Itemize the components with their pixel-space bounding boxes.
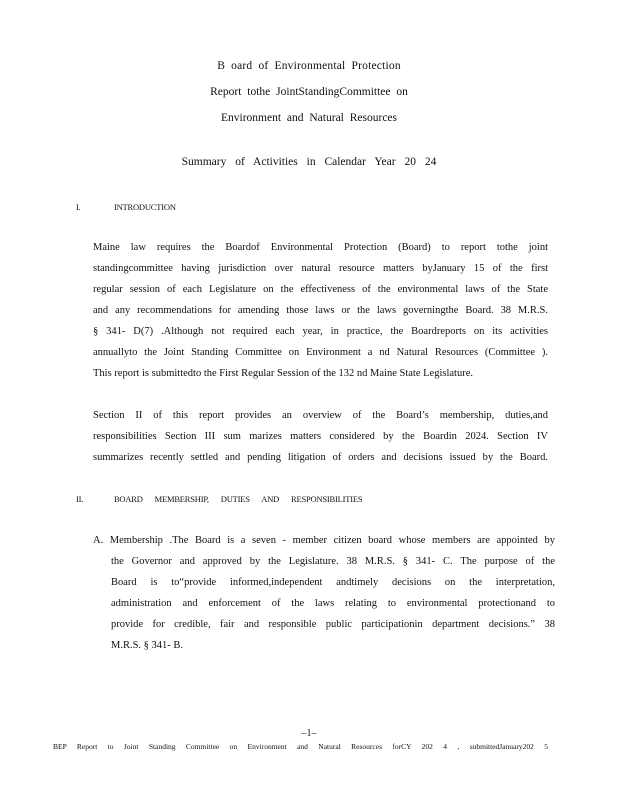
text-line: Maine law requires the Boardof Environmental Protection (Board) to report tothe joint <box>93 242 548 253</box>
page-number: –1– <box>301 728 317 739</box>
text-line: provide for credible, fair and responsible public participationin department decisions.” 38 <box>111 619 555 630</box>
report-title-line-1: B oard of Environmental Protection <box>217 60 401 72</box>
text-line: administration and enforcement of the laws relating to environmental protectionand to <box>111 598 555 609</box>
text-line: § 341- D(7) .Although not required each year, in practice, the Boardreports on its activities <box>93 326 548 337</box>
section-number: II. <box>76 494 84 504</box>
text-line: regular session of each Legislature on the effectiveness of the environmental laws of the State <box>93 284 548 295</box>
paragraph-introduction-1 <box>93 241 548 388</box>
paragraph-membership <box>93 534 555 660</box>
report-title-block <box>0 58 618 136</box>
text-line: and any recommendations for amending those laws or the laws governingthe Board. 38 M.R.S. <box>93 305 548 316</box>
text-line: summarizes recently settled and pending litigation of orders and decisions issued by the Board. <box>93 452 548 463</box>
section-number: I. <box>76 202 81 212</box>
text-line: Section II of this report provides an overview of the Board’s membership, duties,and <box>93 410 548 421</box>
section-heading-introduction <box>76 202 176 212</box>
text-line: responsibilities Section III sum marizes matters considered by the Boardin 2024. Section IV <box>93 431 548 442</box>
text-line: This report is submittedto the First Regular Session of the 132 nd Maine State Legislature. <box>93 368 473 379</box>
text-line: M.R.S. § 341- B. <box>111 640 184 651</box>
section-heading-membership <box>76 494 362 504</box>
report-title-line-2: Report tothe JointStandingCommittee on <box>210 86 408 98</box>
section-title: INTRODUCTION <box>113 202 176 212</box>
text-line: standingcommittee having jurisdiction over natural resource matters byJanuary 15 of the first <box>93 263 548 274</box>
text-line: annuallyto the Joint Standing Committee on Environment a nd Natural Resources (Committee ). <box>93 347 548 358</box>
section-title: BOARD MEMBERSHIP, DUTIES AND RESPONSIBILITIES <box>113 494 363 504</box>
report-title-line-3: Environment and Natural Resources <box>220 112 398 124</box>
summary-heading: Summary of Activities in Calendar Year 20 24 <box>181 156 437 168</box>
text-line: the Governor and approved by the Legislature. 38 M.R.S. § 341- C. The purpose of the <box>111 556 555 567</box>
text-line: A. Membership .The Board is a seven - member citizen board whose members are appointed by <box>93 535 555 546</box>
page-footer: BEP Report to Joint Standing Committee on Environment and Natural Resources forCY 202 4 , submittedJanuary202 5 <box>53 742 548 751</box>
paragraph-introduction-2 <box>93 409 548 472</box>
text-line: Board is to“provide informed,independent andtimely decisions on the interpretation, <box>111 577 555 588</box>
